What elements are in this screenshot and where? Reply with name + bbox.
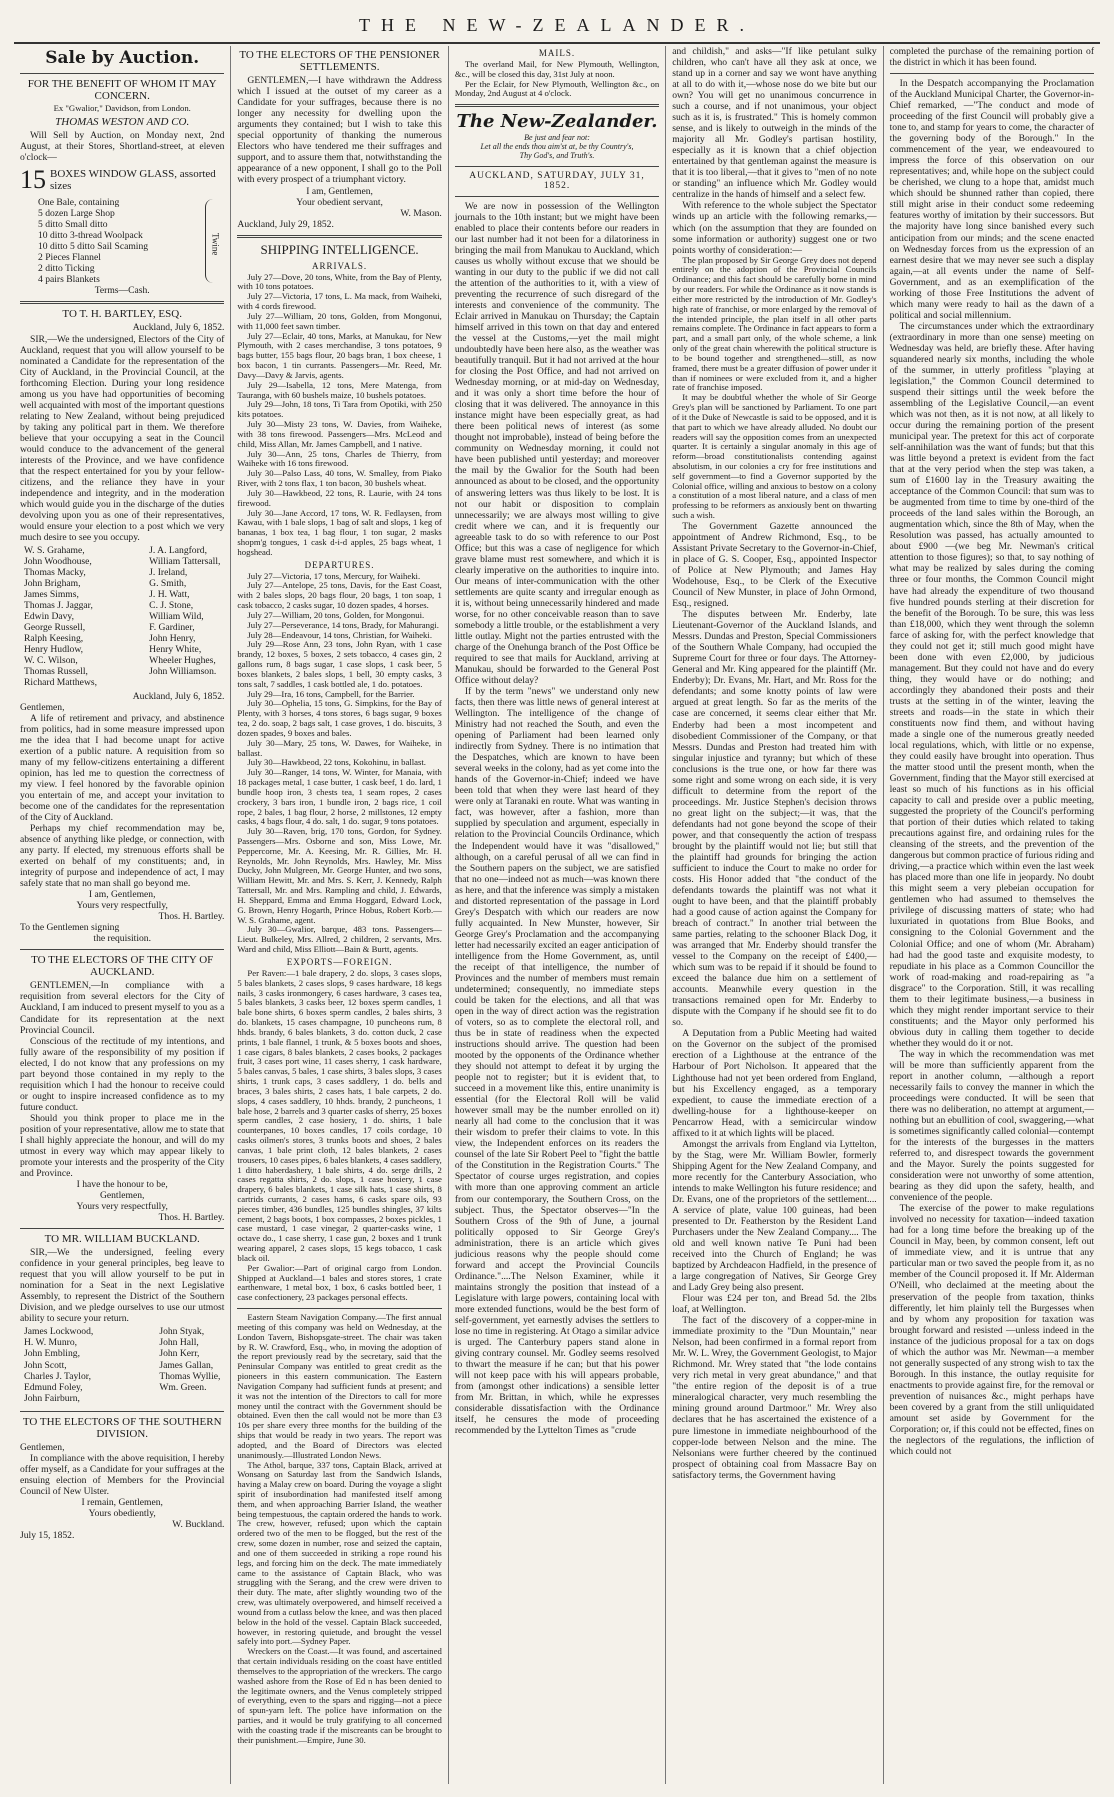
auction-subheading: FOR THE BENEFIT OF WHOM IT MAY CONCERN. — [27, 78, 217, 103]
quoted-paragraph: The plan proposed by Sir George Grey does not depend entirely on the adoption of the Provincial Councils Ordinance; and this fact should be carefully borne in mind by our readers. For while the Ordinance as it now stands is either more restricted by the introduction of Mr. Godley's high rate of franchise, or more enlarged by the removal of the intended principle, the plan itself in all other parts remains complete. The Ordinance in fact appears to form a part, and a small part only, of the whole scheme, a link only of the great chain wherewith the political structure is to be bound together and strengthened—still, as now framed, there must be a greater diffusion of power under it than if nominees or were excluded from it, and a higher rate of franchise imposed. — [672, 254, 877, 393]
navigation-paragraph: Eastern Steam Navigation Company.—The first annual meeting of this company was held on Wednesday, at the London Tavern, Bishopsgate-street. The chair was taken by R. W. Crawford, Esq., who, in moving the adoption of the report previously read by the secretary, said that the Peninsular Company was entitled to great credit as the pioneers in this eastern communication. The Eastern Navigation Company had sufficient funds at present; and it was not the intention of the Directors to call for more money until the contract with the Government should be obtained. Even then the call would not be more than £3 10s per share every three months for the building of the ships that would be ready in two years. The report was adopted, and the Board of Directors was elected unanimously.—Illustrated London News. — [237, 1312, 442, 1460]
wrecks-paragraph: Wreckers on the Coast.—It was found, and ascertained that certain individuals residing on the coast have entitled themselves to the appropriation of the wreckers. The cargo washed ashore from the Rose of Ed n has been denied to the legitimate owners, and the Venus completely stripped of everything, even to the spars and rigging—not a piece of spun-yarn left. The police have information on the parties, and it would be truly gratifying to all concerned with the coasting trade if the miscreants can be brought to their punishment.—Empire, June 30. — [237, 1646, 442, 1745]
exports-label: EXPORTS—FOREIGN. — [286, 956, 393, 967]
signer: Richard Matthews, — [24, 677, 98, 689]
editorial-paragraph: In the Despatch accompanying the Proclamation of the Auckland Municipal Charter, the Governor-in-Chief remarked, —"The conduct and mode of proceeding of the first Council will probably give a tone to, and stamp for years to come, the character of the governing body of the Borough." In the commencement of the year, we endeavoured to impress the force of this observation on our representatives; and, while hope on the subject could be cherished, we clung to a hope that, amidst much which should be shunned rather than copied, there still might arise in their conduct some redeeming features worthy of imitation by their successors. But the majority have long since banished every such anticipation from our minds; and the scene enacted on Wednesday forces from us the expression of an earnest desire that we may never see such a display again,—at all events under the name of Self-Government, and as an exemplification of the working of those Free Institutions the advent of which many were ready to hail as the dawn of a political and social millennium. — [889, 78, 1095, 321]
mails-paragraph: Per the Eclair, for New Plymouth, Wellington &c., on Monday, 2nd August at 4 o'clock. — [454, 78, 660, 99]
departure-entry: July 30—Ophelia, 15 tons, G. Simpkins, for the Bay of Plenty, with 3 horses, 4 tons stores, 6 bags sugar, 9 boxes tea, 2 do. soap, 2 bags salt, 1 case groves, 1 do. biscuits, 3 dozen spades, 9 boxes and bales. — [237, 698, 442, 738]
auction-lot-text: BOXES WINDOW GLASS, assorted sizes — [50, 168, 216, 193]
electors-signature: Thos. H. Bartley. — [158, 1212, 225, 1224]
buckland-heading: TO MR. WILLIAM BUCKLAND. — [44, 1233, 200, 1246]
signer: John Woodhouse, — [24, 556, 92, 568]
signer: J. Ireland, — [149, 567, 188, 579]
mails-heading: MAILS. — [538, 48, 576, 58]
buckland-requisition: SIR,—We the undersigned, feeling every confidence in your general principles, beg leave to request that you will allow yourself to be put in nomination for a Seat in the next Legislative Assembly, to represent the District of the Southern Division, and we pledge ourselves to use our utmost ability to secure your return. — [20, 1247, 225, 1325]
bartley-requisition: SIR,—We the undersigned, Electors of the City of Auckland, request that you will allow yourself to be nominated a Candidate for the representation of the City of Auckland, in the Provincial Council, at the forthcoming Election. During your long residence among us you have had opportunities of becoming well acquainted with most of the important questions relating to New Zealand, without being prejudiced by taking any political part in them. We therefore believe that your occupying a seat in the Council would conduce to the advancement of the general interests of the Province, and we have confidence that the respect entertained for you by your fellow-citizens, and the reliance they have in your independence and integrity, and in the moderation which would guide you in the discharge of the duties devolving upon you as one of their representatives, would ensure your election to a post which we very much desire to see you occupy. — [20, 333, 225, 544]
signer: James Gallan, — [159, 1359, 214, 1371]
editorial-paragraph: and childish," and asks—"If like petulant sulky children, who can't have all they ask at once, we stand up in a corner and say we wont have anything at all to do with it,—whose nose do we bite but our own? You will get no unanimous concurrence in such a course, and if not unanimous, your object such as it is, is frustrated." This is homely common sense, and is likely to outweigh in the minds of the majority all Mr. Godley's partisan hostility, especially as it is known that a chief objection entertained by that gentleman against the measure is that it is too liberal,—that it gives to "men of no note or standing" an influence which Mr. Godley would centralize in the hands of himself and a select few. — [672, 46, 877, 201]
south-close: Yours obediently, — [88, 1508, 156, 1520]
signer: G. Smith, — [149, 578, 187, 590]
signer: John Brigham, — [24, 578, 81, 590]
departure-entry: July 29—Rose Ann, 23 tons, John Ryan, with 1 case brandy, 12 boxes, 5 boxes, 2 sets tobacco, 4 cases gin, 2 gallons rum, 8 bags sugar, 1 case slops, 1 cask beer, 5 boxes blankets, 2 bales slops, 1 bell, 30 empty casks, 3 tons salt, 7 saddles, 1 cask bottled ale, 1 do. potatoes. — [237, 639, 442, 689]
departure-entry: July 27—William, 20 tons, Golden, for Mongonui. — [247, 609, 425, 620]
south-paragraph: In compliance with the above requisition, I hereby offer myself, as a Candidate for your suffrages at the ensuing election of Members for the Provincial Council of New Ulster. — [20, 1452, 225, 1497]
pension-close: I am, Gentlemen, — [306, 185, 373, 197]
column-5 — [884, 46, 1100, 1784]
editorial-paragraph: The fact of the discovery of a copper-mine in immediate proximity to the "Dun Mountain," near Nelson, had been confirmed in a formal report from Mr. W. L. Wrey, the Government Geologist, to Major Richmond. Mr. Wrey stated that "the lode contains very rich metal in very great abundance," and that "the entire region of the deposit is of a true mineralogical character, very much resembling the mining ground around Dartmoor." Mr. Wrey also declares that he has ascertained the existence of a pure limestone in immediate neighbourhood of the copper-lode between Nelson and the mine. The Nelsonians were further cheered by the continued prospect of obtaining coal from Massacre Bay on satisfactory terms, the Government having — [672, 1315, 877, 1481]
dateline: AUCKLAND, SATURDAY, JULY 31, 1852. — [469, 170, 645, 191]
auction-items — [20, 197, 224, 285]
masthead — [14, 8, 1100, 44]
reply-salute: Gentlemen, — [20, 701, 65, 713]
signer: John Henry, — [149, 633, 196, 645]
signer: J. H. Watt, — [149, 589, 190, 601]
signer: W. C. Wilson, — [24, 655, 78, 667]
auction-item: One Bale, containing — [38, 197, 120, 209]
brace-label: Twine — [210, 232, 221, 256]
arrival-entry: July 30—Palso Lass, 40 tons, W. Smalley, from Piako River, with 2 tons flax, 1 ton bacon, 30 bushels wheat. — [237, 468, 442, 489]
buckland-signers — [20, 1324, 224, 1405]
signer: Thomas Wyllie, — [159, 1370, 221, 1382]
signer: Charles J. Taylor, — [24, 1370, 91, 1382]
signer: Henry Hudlow, — [24, 644, 84, 656]
signer: Thomas Russell, — [24, 666, 88, 678]
arrival-entry: July 29—John, 18 tons, Ti Tara from Opotiki, with 250 kits potatoes. — [237, 399, 442, 420]
bartley-signers — [20, 543, 224, 690]
signer: H. W. Munro, — [24, 1337, 78, 1349]
signer: Wheeler Hughes, — [149, 655, 216, 667]
pension-date: Auckland, July 29, 1852. — [237, 218, 334, 230]
electors-heading: TO THE ELECTORS OF THE CITY OF AUCKLAND. — [31, 954, 214, 979]
arrival-entry: July 30—Jane Accord, 17 tons, W. R. Fedlaysen, from Kawau, with 1 bale slops, 1 bag of salt and slops, 1 keg of bananas, 1 box tea, 1 bag flour, 1 ton sugar, 2 masks shopm'g tongues, 1 cask d-i-d apples, 25 bags wheat, 1 hogshead. — [237, 507, 442, 557]
signer: George Russell, — [24, 622, 86, 634]
auction-item: 10 ditto 5 ditto Sail Scaming — [38, 241, 149, 253]
editorial-paragraph: completed the purchase of the remaining portion of the district in which it has been found. — [889, 46, 1095, 69]
arrival-entry: July 27—Dove, 20 tons, White, from the Bay of Plenty, with 10 tons potatoes. — [237, 271, 442, 292]
electors-paragraph: Conscious of the rectitude of my intentions, and fully aware of the responsibility of my position if elected, I do not know that any professions on my part beyond those contained in my reply to the requisition which I had the honour to receive could or ought to inspire increased confidence as to my future conduct. — [20, 1035, 225, 1113]
electors-paragraph: Should you think proper to place me in the position of your representative, allow me to state that I shall highly appreciate the honour, and will do my utmost in every way which may appear likely to promote your interests and the prosperity of the City and Province. — [20, 1112, 225, 1179]
editorial-paragraph: With reference to the whole subject the Spectator winds up an article with the following remarks,—which (on the assumption that they are founded on some information or authority) suggest one or two points worthy of consideration:— — [672, 200, 877, 256]
departure-entry: July 28—Endeavour, 14 tons, Christian, for Waiheki. — [247, 629, 432, 640]
brace-icon — [205, 199, 224, 283]
column-3 — [449, 46, 666, 1784]
signer: Wm. Green. — [159, 1381, 207, 1393]
column-2 — [231, 46, 448, 1784]
arrival-entry: July 27—Victoria, 17 tons, L. Ma mack, from Waiheki, with 4 cords firewood. — [237, 291, 442, 312]
editorial-paragraph: The disputes between Mr. Enderby, late Lieutenant-Governor of the Auckland Islands, and Messrs. Dundas and Preston, Special Commissioners of the Southern Whale Company, had occupied the Supreme Court for three or four days. The Attorney-General and Mr. King appeared for the plaintiff (Mr. Enderby); Dr. Evans, Mr. Hart, and Mr. Ross for the defendants; and some knotty points of law were argued at great length. So far as the merits of the case are concerned, it seems clear either that Mr. Enderby had been a most incompetent and disobedient Commissioner of the Company, or that Messrs. Dundas and Preston had treated him with singular injustice and tyranny; but which of these conclusions is the true one, or how far there was some right and some wrong on each side, it is very difficult to determine from the report of the proceedings. Mr. Justice Stephen's decision throws no great light on the subject;—it was, that the defendants had not gone beyond the scope of their power, and that consequently the action of trespass brought by the plaintiff would not lie; but still that the plaintiff had grounds for bringing the action sufficient to induce the Court to make no order for costs. His Honor added that "the conduct of the defendants towards the plaintiff was not what it ought to have been, and that the plaintiff probably had a good cause of action against the Company for breach of contract." In another trial between the same parties, relating to the schooner Black Dog, it was arranged that Mr. Enderby should transfer the vessel to the Company on the receipt of £400,—which sum was to be repaid if it should be found to exceed the balance due him on a settlement of accounts. Meanwhile every question in the transactions remained open for Mr. Enderby to dispute with the Company if he should see fit to do so. — [672, 609, 877, 1029]
editorial-paragraph: The Government Gazette announced the appointment of Andrew Richmond, Esq., to be Assistant Private Secretary to the Governor-in-Chief, in place of G. S. Cooper, Esq., appointed Inspector of Police at New Plymouth; and James Hay Wodehouse, Esq., to be Clerk of the Executive Council of New Munster, in place of John Ormond, Esq., resigned. — [672, 520, 877, 610]
editorial-paragraph: We are now in possession of the Wellington journals to the 10th instant; but we might have been enabled to place their contents before our readers in our last number had it not been for a dilatoriness in bringing the mail from Manukau to Auckland, which causes us wholly without excuse that we should be wanting in our duty to the public if we did not call the attention of the authorities to it, with a view of preventing the recurrence of such disregard of the interests and convenience of the community. The Eclair arrived in Manukau on Thursday; the Captain himself arrived in this town on that day and entered the vessel at the Customs,—yet the mail might undoubtedly have been here also, as the weather was beautifully tranquil. But it had not arrived at the hour for closing the Post Office, and had not arrived on Wednesday morning, or at mid-day on Wednesday, and it was only a short time before the hour of closing that it was delivered. The annoyance in this instance might have been especially great, as had there been political news of interest (as some thought not improbable), instead of being before the community on Wednesday morning, it could not have been published until yesterday; and moreover the mail by the Gwalior for the South had been announced as about to be closed, and the opportunity of answering letters was thus likely to be lost. It is not our habit or disposition to complain unnecessarily; we are always most willing to give credit where we can, and it is frequently our agreeable task to do so with reference to our Post Office; but this was a case of negligence for which grave blame must rest somewhere, and which it is clearly imperative on the authorities to inquire into. Our means of inter-communication with the other settlements are quite scanty and irregular enough as it is, without being unnecessarily hindered and made worse, for no other conceivable reason than to save somebody a little trouble, or the establishment a very little outlay. Might not the parties entrusted with the charge of the Onehunga branch of the Post Office be required to see that mails for Auckland, arriving at Manukau, should be forwarded to the General Post Office without delay? — [454, 200, 660, 687]
electors-paragraph: GENTLEMEN,—In compliance with a requisition from several electors for the City of Auckland, I am induced to present myself to you as a Candidate for its representation at the next Provincial Council. — [20, 980, 225, 1036]
auction-item: 10 ditto 3-thread Woolpack — [38, 230, 143, 242]
auction-firm: THOMAS WESTON AND CO. — [55, 116, 190, 129]
signer: W. S. Grahame, — [24, 545, 85, 557]
signer: John Kerr, — [159, 1348, 200, 1360]
signer: James Lockwood, — [24, 1326, 94, 1338]
signer: Thomas J. Jaggar, — [24, 600, 93, 612]
auction-item: 4 pairs Blankets — [38, 274, 100, 286]
signer: F. Gardiner, — [149, 622, 195, 634]
departure-entry: July 27—Antelope, 25 tons, Davis, for the East Coast, with 2 bales slops, 20 bags flour, 20 bags, 1 ton soap, 1 cask tobacco, 2 casks sugar, 10 dozen spades, 4 horses. — [237, 580, 442, 611]
electors-close: Yours very respectfully, — [76, 1201, 168, 1213]
shipping-heading: SHIPPING INTELLIGENCE. — [260, 241, 419, 257]
reply-to: the requisition. — [93, 933, 151, 945]
south-salute: Gentlemen, — [20, 1441, 65, 1453]
south-signature: W. Buckland. — [172, 1519, 225, 1531]
auction-item: 5 dozen Large Shop — [38, 208, 115, 220]
mails-paragraph: The overland Mail, for New Plymouth, Wellington, &c., will be closed this day, 31st July at noon. — [454, 59, 660, 79]
arrival-entry: July 30—Hawkbeod, 22 tons, R. Laurie, with 24 tons firewood. — [237, 487, 442, 508]
editorial-paragraph: The way in which the recommendation was met will be more than sufficiently apparent from the report in another column, —although a report necessarily fails to convey the manner in which the proceedings were conducted. It will be seen that there was no deliberation, no attempt at argument,—nothing but an ebullition of cool, swaggering,—what is sometimes significantly called colonial—contempt for the interests of the burgesses in the matters referred to, and disrespect towards the government and the Mayor. Surely the points suggested for consideration were not unworthy of some attention, bearing as they did upon the safety, health, and convenience of the people. — [889, 1048, 1095, 1204]
electors-close: I have the honour to be, — [76, 1178, 168, 1190]
column-4 — [666, 46, 883, 1784]
signer: J. A. Langford, — [149, 545, 207, 557]
reply-to: To the Gentlemen signing — [20, 922, 120, 934]
exports-paragraph: Per Raven:—1 bale drapery, 2 do. slops, 3 cases slops, 5 bales blankets, 2 cases slops, 9 cases hardware, 18 kegs nails, 3 casks ironmongery, 6 cases hardware, 3 cases tea, 5 bales blankets, 3 casks beer, 12 boxes sperm candles, 1 bale bone shirts, 6 boxes sperm candles, 2 bales shirts, 3 do. blankets, 15 cases champagne, 10 puncheons rum, 8 hhds. brandy, 6 bales blankets, 3 do. cotton duck, 2 case prints, 1 bale flannel, 1 trunk, & 5 boxes boots and shoes, 1 case cigars, 8 bales blankets, 2 cases books, 2 packages fruit, 3 cases port wine, 11 cases sherry, 1 cask hardware, 5 bales canvas, 5 bales, 1 case shirts, 3 bales slops, 3 cases shirts, 1 trunk caps, 3 cases saddlery, 1 do. bells and braces, 3 bales shirts, 2 cases hats, 1 bale carpets, 2 do. slops, 4 cases saddlery, 10 hhds. brandy, 2 puncheons, 1 bale hose, 2 barrels and 3 quarter casks of sherry, 25 boxes sperm candles, 2 case hosiery, 1 do. shirts, 1 bale counterpanes, 10 boxes candles, 17 coils cordage, 10 casks oilmen's stores, 3 trunks boots and shoes, 2 bales canvas, 1 bale print cloth, 12 bales blankets, 2 cases trousers, 10 cases pipes, 6 bales blankets, 4 cases saddlery, 1 ditto haberdashery, 1 bale shirts, 4 do. serge drills, 2 cases regatta shirts, 2 do. slops, 1 case hosiery, 1 case drapery, 6 bales blankets, 1 case silk hats, 1 case shirts, 8 cartrids currants, 2 cases hams, 6 casks spare oils, 93 pieces timber, 436 bundles, 125 bundles shingles, 37 kilts cement, 2 bags boots, 1 box compasses, 2 boxes pickles, 1 case mustard, 1 case vinegar, 2 quarter-casks wine, 1 octave do., 1 case sherry, 1 case gun, 2 boxes and 1 trunk wearing apparel, 2 cases slops, 15 kegs tobacco, 1 cask black oil. — [237, 967, 442, 1263]
bartley-date: Auckland, July 6, 1852. — [132, 322, 225, 334]
signer: Ralph Keesing, — [24, 633, 84, 645]
editorial-paragraph: A Deputation from a Public Meeting had waited on the Governor on the subject of the promised erection of a Lighthouse at the entrance of the Harbour of Port Nicholson. It appeared that the Lighthouse had not yet been ordered from England, but his Excellency engaged, as a temporary expedient, to cause the immediate erection of a dwelling-house for a lighthouse-keeper on Pencarrow Head, with a semicircular window affixed to it at which lights will be placed. — [672, 1028, 877, 1139]
editorial-paragraph: Flour was £24 per ton, and Bread 5d. the 2lbs loaf, at Wellington. — [672, 1293, 877, 1316]
auction-item: 2 ditto Ticking — [38, 263, 95, 275]
signer: William Wild, — [149, 611, 204, 623]
south-heading: TO THE ELECTORS OF THE SOUTHERN DIVISION. — [22, 1415, 222, 1440]
editorial-paragraph: Amongst the arrivals from England via Lyttelton, by the Stag, were Mr. William Bowler, formerly Shipping Agent for the New Zealand Company, and more recently for the Canterbury Association, who intends to make Wellington his future residence; and Dr. Evans, one of the proprietors of the settlement.... A service of plate, value 100 guineas, had been presented to Dr. Featherston by the Resident Land Purchasers under the New Zealand Company.... The old and well known native Te Puni had been received into the Church of England; he was baptized by Archdeacon Hadfield, in the presence of a large congregation of Natives, Sir George Grey and Lady Grey being also present. — [672, 1138, 877, 1294]
reply-close: I am, Gentlemen, — [88, 889, 156, 901]
departures-label: DEPARTURES. — [304, 559, 375, 570]
auction-item: 2 Pieces Flannel — [38, 252, 101, 264]
departure-entry: July 27—Perseverance, 14 tons, Brady, for Mahurangi. — [247, 619, 439, 630]
athol-paragraph: The Athol, barque, 337 tons, Captain Black, arrived at Wonsang on Saturday last from the Sandwich Islands, having a Malay crew on board. During the voyage a slight spirit of insubordination had manifested itself among them, and when approaching Barrier Island, the weather being tempestuous, the captain ordered the hands to work. The crew, however, refused; upon which the captain ordered two of the men to be flogged, but the rest of the crew, some dozen in number, rose and seized the captain, and one of them succeeded in striking a rope round his legs, and forcing him on the deck. The mate immediately came to the assistance of Captain Black, who was struggling with the Serang, and the crew were driven to their duty. The mate, after slightly wounding two of the crew, was ultimately overpowered, and himself received a wound from a cutlass below the knee, and was then placed below in the hold of the vessel. Captain Black succeeded, however, in restoring quietude, and brought the vessel safely into port.—Sydney Paper. — [237, 1459, 442, 1647]
departure-entry: July 30—Gwalior, barque, 483 tons. Passengers—Lieut. Bulkeley, Mrs. Allred, 2 children, 2 servants, Mrs. Ward and child, Miss Elliott—Bain & Burtt, agents. — [237, 924, 442, 955]
signer: John Scott, — [24, 1359, 67, 1371]
reply-date: Auckland, July 6, 1852. — [132, 690, 225, 702]
signer: James Simms, — [24, 589, 79, 601]
auction-heading: Sale by Auction. — [45, 48, 200, 68]
signer: Edwin Davy, — [24, 611, 75, 623]
signer: John Fairburn, — [24, 1392, 80, 1404]
pension-paragraph: GENTLEMEN,—I have withdrawn the Address which I issued at the outset of my career as a Candidate for your suffrages, because there is no longer any necessity for dwelling upon the arguments they contained; but I wish to take this special opportunity of thanking the numerous Electors who have tendered me their suffrages and support, and to assure them that, notwithstanding the appearance of a new opponent, I shall go to the Poll with every prospect of a triumphant victory. — [237, 75, 442, 186]
editorial-paragraph: The exercise of the power to make regulations involved no necessity for taxation—indeed taxation had for a long time before the breaking up of the Council in May, been, by common consent, left out of immediate view, and it is untrue that any particular man or two saved the people from it, as no member of the Council proposed it. If Mr. Alderman O'Neill, who declaimed at the meeting about the preservation of the people from taxation, thinks differently, let him plainly tell the Burgesses when and by whom any proposition for taxation was brought forward and resisted —unless indeed in the instance of the judicious proposal for a tax on dogs of which the author was Mr. Newman—a member not generally suspected of any strong wish to tax the Borough. In this instance, the outlay requisite for enactments to provide against fire, for the removal or prevention of nuisances &c., might perhaps have been covered by a grant from the still unliquidated amount set aside by Government for the Corporation; or, if this could not be effected, fines on the neglectors of the regulations, the infliction of which could not — [889, 1203, 1095, 1457]
reply-paragraph: Perhaps my chief recommendation may be, absence of anything like pledge, or connection, with any party. If elected, my strenuous efforts shall be exerted on behalf of my constituents; and, in integrity of purpose and independence of act, I may safely state that no man shall go beyond me. — [20, 822, 225, 890]
signer: John Hall, — [159, 1337, 199, 1349]
signer: Henry White, — [149, 644, 202, 656]
motto-line: Let all the ends thou aim'st at, be thy Country's, — [480, 142, 634, 152]
electors-close: Gentlemen, — [99, 1190, 145, 1202]
departure-entry: July 30—Mary, 25 tons, W. Dawes, for Waiheke, in ballast. — [237, 737, 442, 758]
auction-lot-number: 15 — [20, 165, 46, 195]
departure-entry: July 27—Victoria, 17 tons, Mercury, for Waiheki. — [247, 570, 421, 581]
signer: John Williamson. — [149, 666, 217, 678]
exports-paragraph: Per Gwalior:—Part of original cargo from London. Shipped at Auckland—1 bales and stores stores, 1 crate earthenware, 1 metal box, 1 box, 6 casks bottled beer, 1 case confectionery, 23 packages personal effects. — [237, 1262, 442, 1303]
reply-close: Yours very respectfully, — [76, 900, 168, 912]
auction-terms: Terms—Cash. — [94, 285, 150, 297]
arrivals-label: ARRIVALS. — [312, 260, 368, 271]
motto-line: Thy God's, and Truth's. — [519, 150, 595, 160]
arrival-entry: July 27—William, 20 tons, Golden, from Mongonui, with 11,000 feet sawn timber. — [237, 310, 442, 331]
signer: Edmund Foley, — [24, 1381, 83, 1393]
masthead-title: THE NEW-ZEALANDER. — [359, 14, 755, 35]
auction-lot — [20, 165, 224, 195]
arrival-entry: July 29—Isabella, 12 tons, Mere Matenga, from Tauranga, with 60 bushels maize, 10 bushels potatoes. — [237, 379, 442, 400]
pension-heading: TO THE ELECTORS OF THE PENSIONER SETTLEMENTS. — [239, 49, 440, 74]
south-close: I remain, Gentlemen, — [81, 1496, 163, 1508]
arrival-entry: July 30—Misty 23 tons, W. Davies, from Waiheke, with 38 tons firewood. Passengers—Mrs. McLeod and child, Miss Allan, Mr. James Campbell, and 1 native. — [237, 419, 442, 449]
motto-line: Be just and fear not: — [524, 133, 590, 143]
departure-entry: July 30—Raven, brig, 170 tons, Gordon, for Sydney. Passengers—Mrs. Osborne and son, Miss Lowe, Mr. Peppercorne, Mr. A. Keesing, Mr. R. Gillies, Mr. H. Reynolds, Mr. John Reynolds, Mrs. Hawley, Mr. Miss Ducky, John Mulgreen, Mr. George Hunter, and two sons, William Hewitt, Mr. and Mrs. S. Kerr, J. Kennedy, Ralph Tattersall, Mr. and Mrs. Rampling and child, J. Edwards, H. Sheppard, Emma and Emma Hoggard, Edward Lock, G. Brown, Henry Hogarth, Prince Hobus, Robert Korb.—W. S. Grahame, agent. — [237, 826, 442, 925]
signer: John Styak, — [159, 1326, 205, 1338]
arrival-entry: July 27—Eclair, 40 tons, Marks, at Manukau, for New Plymouth, with 2 cases merchandise, 3 tons potatoes, 9 bags butter, 155 bags flour, 20 bags bran, 1 box cheese, 1 box bacon, 1 tin currants. Passengers—Mr. Reed, Mr. Davy—Davy & Jarvis, agents. — [237, 330, 442, 380]
auction-item: 5 ditto Small ditto — [38, 219, 108, 231]
departure-entry: July 30—Ranger, 14 tons, W. Winter, for Manaia, with 18 packages metal, 1 case butter, 1 cask beef, 1 do. lard, 1 bundle hoop iron, 3 chests tea, 1 seam ropes, 2 cases crockery, 3 bars iron, 1 bundle iron, 2 bags rice, 1 coil rope, 2 bales, 1 bag flour, 2 horse, 2 millstones, 12 empty casks, 4 bags flour, 4 do. salt, 1 do. sugar, 9 tons potatoes. — [237, 767, 442, 827]
signer: Thomas Macky, — [24, 567, 86, 579]
editorial-paragraph: If by the term "news" we understand only new facts, then there was little news of general interest at Wellington. The intelligence of the change of Ministry had not reached the South, and even the opening of Parliament had been learned only indirectly from Sydney. There is no intimation that the Despatches, which are known to have been several weeks in the colony, had as yet come into the hands of the Governor-in-Chief; indeed we have been told that when they were last heard of they were only at Taranaki en route. What was wanting in fact, was however, after a fashion, more than supplied by speculation and argument, especially in relation to the Provincial Councils Ordinance, which the Independent would have it was "disallowed," although, on a careful perusal of all we can find in the Southern papers on the subject, we are satisfied that no one—indeed not as much—was known there as here, and that the inference was simply a mistaken and distorted representation of the passage in Lord Grey's Despatch with which our readers are now fully acquainted. In New Munster, however, Sir George Grey's Proclamation and the accompanying letter had necessarily excited an eager anticipation of intelligence from the Home Government, as, until the receipt of that intelligence, the number of Provinces and the number of members must remain undetermined; consequently, no immediate steps could be taken for the elections, and all that was open in the way of direct action was the registration of voters, so as to complete the electoral roll, and thus be in state of readiness when the expected instructions should arrive. The question had been mooted by the opponents of the Ordinance whether they should not attempt to defeat it by urging the people not to register; but it is evident that, to succeed in a movement like this, entire unanimity is essential (for the Electoral Roll will be valid however small may be the number enrolled on it) nearly all had come to the conclusion that it was their wisdom to prefer their claims to vote. In this view, the Independent enforces on its readers the counsel of the late Sir Robert Peel to "fight the battle of the Constitution in the Registration Courts." The Spectator of course urges registration, and copies with more than one approving comment an article from our contemporary, the Southern Cross, on the subject. Thus, the Spectator observes—"In the Southern Cross of the 9th of June, a journal politically opposed to Sir George Grey's administration, there is an article which gives judicious reasons why the people should come forward and accept the Provincial Councils Ordinance."....The Nelson Examiner, while it maintains strongly the position that instead of a Legislature with large powers, containing local with more extended functions, would be the best form of self-government, yet earnestly advises the settlers to lose no time in registering. At Otago a similar advice is urged. The Canterbury papers stand alone in giving contrary counsel. Mr. Godley seems resolved to thwart the measure if he can; but that his power will not keep pace with his will appears probable, from (amongst other indications) a sensible letter from Mr. Brittan, in which, while he expresses considerable dissatisfaction with the Ordinance itself, he censures the mode of proceeding recommended by the Lyttelton Times as "crude — [454, 686, 660, 1437]
signer: C. J. Stone, — [149, 600, 194, 612]
columns — [14, 46, 1100, 1784]
pension-signature: W. Mason. — [400, 207, 442, 219]
reply-signature: Thos. H. Bartley. — [158, 911, 225, 923]
signer: John Embling, — [24, 1348, 80, 1360]
editorial-paragraph: The circumstances under which the extraordinary (extraordinary in more than one sense) meeting on Wednesday was held, are briefly these. After having squandered nearly six months, including the whole of the summer, in utterly profitless "playing at legislation," the Common Council determined to suspend their sittings until the week before the assembling of the Legislative Council,—an event which was not then, as it is not now, at all likely to occur during the remaining portion of the present municipal year. The pretext for this act of corporate self-annihilation was the want of funds; but that this was little beyond a pretext is evident from the fact that at the very period when the step was taken, a sum of £1600 lay in the Treasury awaiting the acceptance of the Common Council: that sum was to be augmented from time to time by one-third of the proceeds of the land sales within the Borough, an augmentation which, since the 8th of May, when the Resolution was passed, has actually amounted to about £900 —(we beg Mr. Newman's critical attention to those figures); so that, to say nothing of what may be realized by sales during the coming three or four months, the Common Council might have had already the expenditure of two thousand five hundred pounds sterling at their discretion for the benefit of the Borough. To be sure, this was less than £18,000, which they went through the solemn farce of asking for, with the perfect knowledge that they could not get it; still much good might have been done with even £2,000, by judicious management. But they could not have and do every thing, they would have or do nothing; and accordingly they abandoned their posts and their trusts at the setting in of the winter, leaving the streets and roads—in the state in which their constituents now find them, and without having made a single one of the numerous greatly needed local regulations, which, with little or no expense, they could easily have brought into operation. Thus the matter stood until the present month, when the Government, finding that the Mayor still exercised at least so much of his functions as in his official capacity to call and preside over a public meeting, suggested the propriety of the Council's performing that portion of their duties which related to taking precautions against fire, and ordaining rules for the cleansing of the streets, and the prevention of the dangerous but common practice of furious riding and driving,—a practice which within even the last week has placed more than one life in jeopardy. No doubt this might seem a very plebeian occupation for gentlemen who had assumed to themselves the privilege of discussing matters of state; who had luxuriated in quotations from Blue Books, and consigning to the Colonial Government and the Colonial Office; and one of whom (Mr. Abraham) had had the good taste and exquisite modesty, to repudiate in his place as a Common Councillor the work of road-making and road-repairing as "a disgrace" to the Corporation. Still, it was recalling them to their legitimate business,—a business in which they might render important service to their constituents; and the Mayor only performed his obvious duty in calling them together to decide whether they would do it or not. — [889, 320, 1095, 1049]
auction-body: Will Sell by Auction, on Monday next, 2nd August, at their Stores, Shortland-street, at eleven o'clock— — [20, 130, 225, 164]
bartley-heading: TO T. H. BARTLEY, ESQ. — [62, 308, 182, 321]
departure-entry: July 30—Hawkbeod, 22 tons, Kokohinu, in ballast. — [247, 757, 426, 768]
column-1 — [14, 46, 231, 1784]
editorial-title: The New-Zealander. — [456, 111, 658, 133]
departure-entry: July 29—Ira, 16 tons, Campbell, for the Barrier. — [247, 688, 415, 699]
signer: William Tattersall, — [149, 556, 221, 568]
reply-paragraph: A life of retirement and privacy, and abstinence from politics, had in some measure impressed upon me the idea that I had become unapt for active exertion of a public nature. A requisition from so many of my fellow-citizens entertaining a different opinion, has led me to question the correctness of my view. I feel honored by the favorable opinion you entertain of me, and accept your invitation to become one of the candidates for the representation of the City of Auckland. — [20, 712, 225, 823]
pension-close: Your obedient servant, — [296, 196, 383, 208]
auction-ex: Ex "Gwalior," Davidson, from London. — [53, 103, 191, 114]
south-date: July 15, 1852. — [20, 1530, 75, 1542]
quoted-paragraph: It may be doubtful whether the whole of Sir George Grey's plan will be sanctioned by Parliament. To one part of it the Duke of Newcastle is said to be opposed, and it is that part to which we have already alluded. No doubt our readers will say the opposition comes from an unexpected quarter. It is certainly a singular anomaly in this age of reform—broad constitutionalists contending against absolutism, in our colonies a cry for free institutions and self government—to find a Governor supported by the Colonial office, willing and anxious to bestow on a colony a constitution of a most liberal nature, and a class of men professing to be reformers as anxiously bent on thwarting such a wish. — [672, 392, 877, 521]
arrival-entry: July 30—Ann, 25 tons, Charles de Thierry, from Waiheke with 16 tons firewood. — [237, 448, 442, 469]
